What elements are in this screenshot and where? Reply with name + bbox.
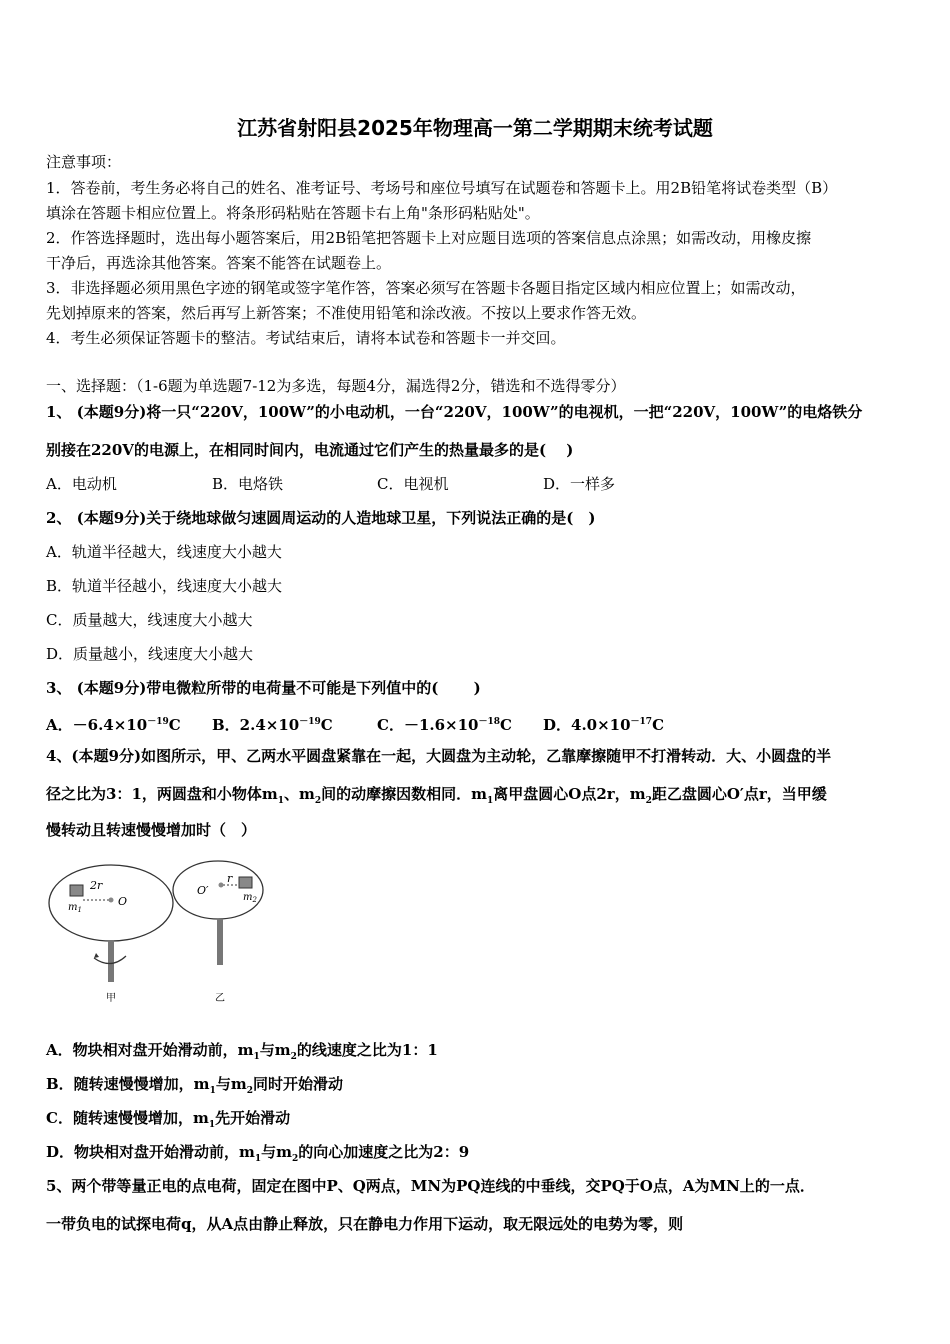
shaft-yi (217, 919, 223, 965)
question-3-stem: 3、 (本题9分)带电微粒所带的电荷量不可能是下列值中的( ) (46, 679, 481, 697)
q3-option-b: B．$2.4\times 10^{-19}C$ (212, 716, 333, 734)
notice-line: 1．答卷前，考生务必将自己的姓名、准考证号、考场号和座位号填写在试题卷和答题卡上。用2B铅笔将试卷类型（B） (46, 179, 838, 197)
notice-heading: 注意事项： (46, 153, 122, 171)
q3-option-d: D．$4.0\times 10^{-17}C$ (543, 716, 665, 734)
question-1-stem: 1、 (本题9分)将一只“220V，100W”的小电动机，一台“220V，100W”的电视机，一把“220V，100W”的电烙铁分 (46, 403, 863, 421)
label-O: O (118, 895, 128, 908)
notice-line: 干净后，再选涂其他答案。答案不能答在试题卷上。 (46, 254, 392, 272)
page-title: 江苏省射阳县2025年物理高一第二学期期末统考试题 (237, 116, 713, 140)
block-m1 (70, 885, 83, 896)
q3-option-a: A．$-6.4\times 10^{-19}C$ (46, 716, 181, 734)
q2-option-d: D．质量越小，线速度大小越大 (46, 645, 254, 663)
question-4-stem-cont: 径之比为3：1，两圆盘和小物体$m_1$、$m_2$间的动摩擦因数相同．$m_1$离甲盘圆心O点2r，$m_2$距乙盘圆心O′点r，当甲缓 (46, 785, 827, 806)
question-1-stem-cont: 别接在220V的电源上，在相同时间内，电流通过它们产生的热量最多的是( ) (46, 441, 574, 459)
question-4-stem-cont2: 慢转动且转速慢慢增加时（ ） (46, 821, 257, 839)
label-r: r (227, 872, 233, 885)
question-5-stem: 5、两个带等量正电的点电荷，固定在图中P、Q两点，MN为PQ连线的中垂线，交PQ于O点，A为MN上的一点． (46, 1177, 815, 1195)
q4-option-c: C．随转速慢慢增加，$m_1$先开始滑动 (46, 1109, 291, 1130)
turntable-diagram (46, 858, 276, 1008)
q1-option-b: B．电烙铁 (212, 475, 284, 493)
notice-line: 先划掉原来的答案，然后再写上新答案；不准使用铅笔和涂改液。不按以上要求作答无效。 (46, 304, 647, 322)
center-O (109, 898, 114, 903)
q4-option-a: A．物块相对盘开始滑动前，$m_1$与$m_2$的线速度之比为1：1 (46, 1041, 438, 1062)
q4-option-d: D．物块相对盘开始滑动前，$m_1$与$m_2$的向心加速度之比为2：9 (46, 1143, 470, 1164)
label-2r: 2r (90, 879, 103, 892)
block-m2 (239, 877, 252, 888)
section-heading: 一、选择题：（1-6题为单选题7-12为多选，每题4分，漏选得2分，错选和不选得零分） (46, 377, 626, 395)
q2-option-a: A．轨道半径越大，线速度大小越大 (46, 543, 282, 561)
arrow-head (94, 953, 99, 958)
shaft-jia (108, 940, 114, 982)
question-5-stem-cont: 一带负电的试探电荷q，从A点由静止释放，只在静电力作用下运动，取无限远处的电势为零，则 (46, 1215, 684, 1233)
label-m1: $m_1$ (68, 902, 82, 914)
q1-option-a: A．电动机 (46, 475, 117, 493)
notice-line: 2．作答选择题时，选出每小题答案后，用2B铅笔把答题卡上对应题目选项的答案信息点涂黑；如需改动，用橡皮擦 (46, 229, 812, 247)
q2-option-c: C．质量越大，线速度大小越大 (46, 611, 253, 629)
q1-option-d: D．一样多 (543, 475, 616, 493)
center-Oprime (219, 883, 224, 888)
disc-yi (173, 861, 263, 919)
notice-line: 3．非选择题必须用黑色字迹的钢笔或签字笔作答，答案必须写在答题卡各题目指定区域内相应位置上；如需改动， (46, 279, 806, 297)
q3-option-c: C．$-1.6\times 10^{-18}C$ (377, 716, 512, 734)
question-2-stem: 2、 (本题9分)关于绕地球做匀速圆周运动的人造地球卫星，下列说法正确的是( ) (46, 509, 596, 527)
notice-line: 填涂在答题卡相应位置上。将条形码粘贴在答题卡右上角"条形码粘贴处"。 (46, 204, 540, 222)
q2-option-b: B．轨道半径越小，线速度大小越大 (46, 577, 283, 595)
label-jia: 甲 (106, 993, 116, 1004)
label-Oprime: O′ (197, 884, 209, 897)
question-4-stem: 4、(本题9分)如图所示，甲、乙两水平圆盘紧靠在一起，大圆盘为主动轮，乙靠摩擦随甲不打滑转动．大、小圆盘的半 (46, 747, 832, 765)
notice-line: 4．考生必须保证答题卡的整洁。考试结束后，请将本试卷和答题卡一并交回。 (46, 329, 566, 347)
q4-option-b: B．随转速慢慢增加，$m_1$与$m_2$同时开始滑动 (46, 1075, 343, 1096)
q1-option-c: C．电视机 (377, 475, 449, 493)
label-m2: $m_2$ (243, 892, 257, 904)
label-yi: 乙 (215, 993, 225, 1004)
